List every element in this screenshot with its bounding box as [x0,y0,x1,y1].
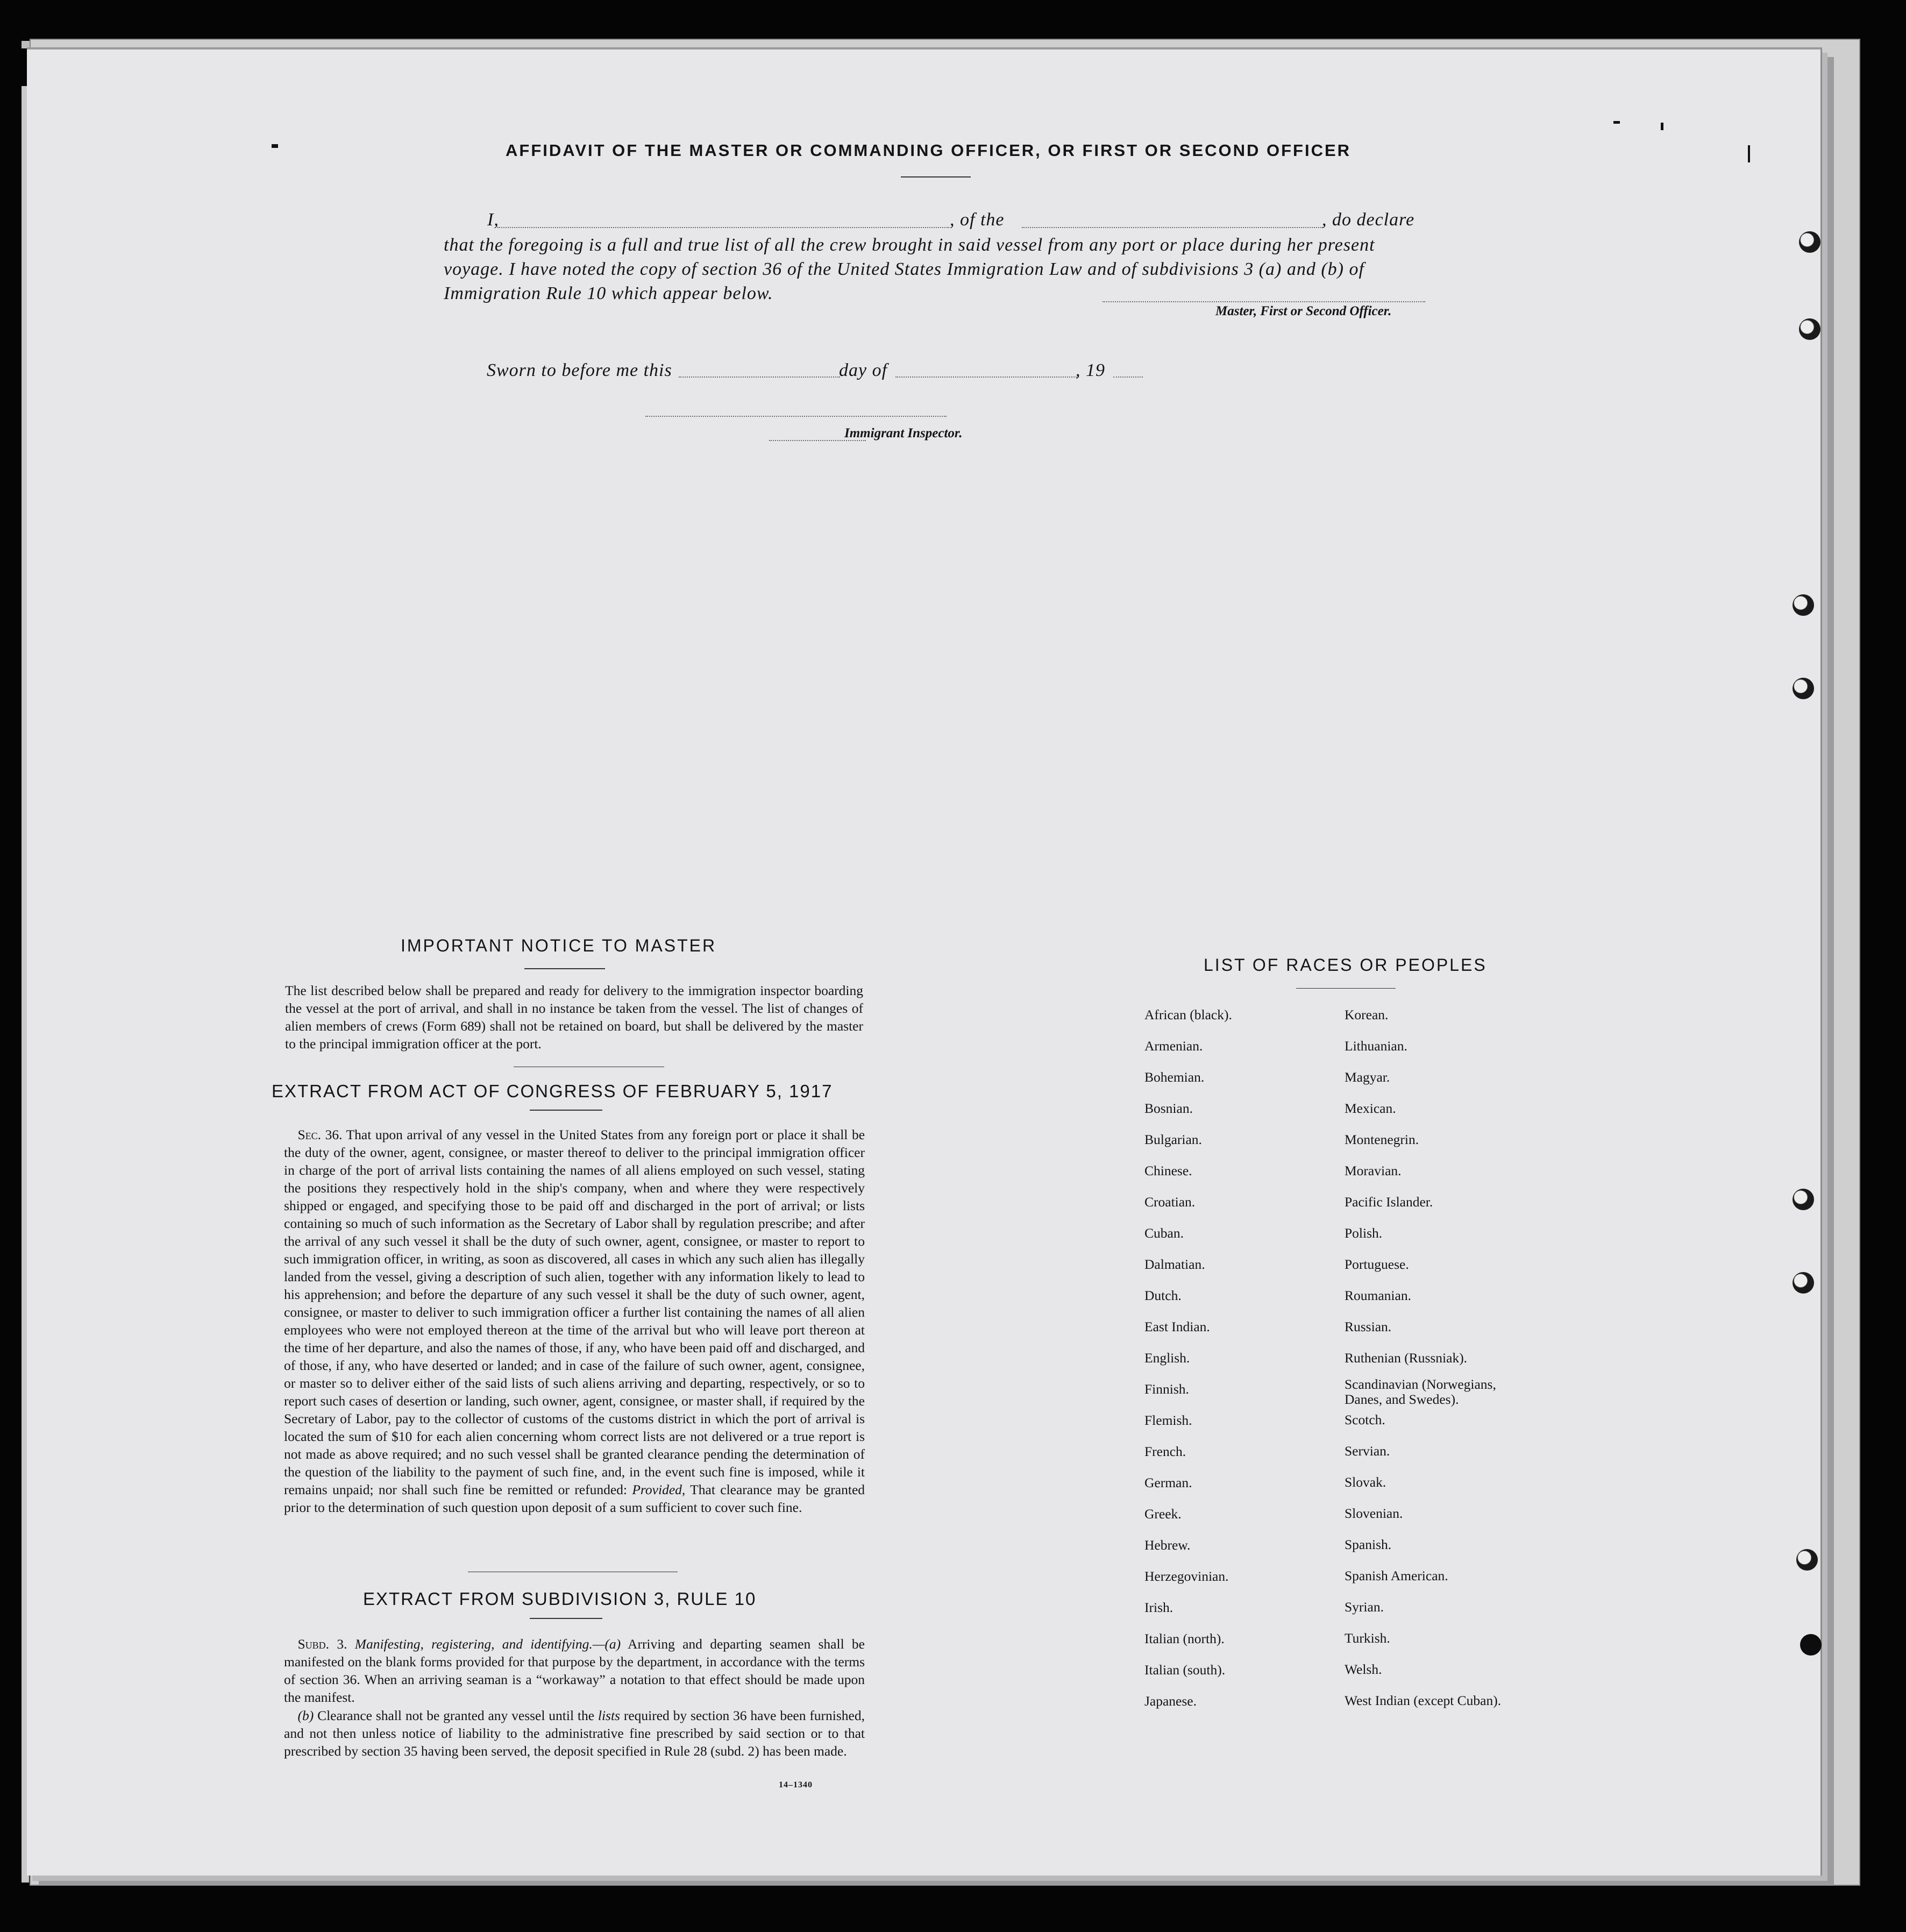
race-item: African (black). [1144,1007,1232,1022]
race-item: Korean. [1345,1007,1389,1022]
race-item: Italian (south). [1144,1662,1226,1678]
notice-underline [524,968,605,969]
inspector-signature-line [645,416,947,417]
race-item: Greek. [1144,1506,1182,1522]
race-item: Chinese. [1144,1163,1192,1178]
race-item: Turkish. [1345,1630,1390,1646]
binder-hole-icon [1800,1634,1822,1656]
race-item: Japanese. [1144,1693,1197,1709]
provided-word: Provided, [632,1482,686,1497]
race-item: English. [1144,1350,1190,1366]
affidavit-declare: , do declare [1322,210,1415,230]
race-item: Finnish. [1144,1381,1189,1397]
race-item: East Indian. [1144,1319,1210,1334]
sec-36-text: 36. That upon arrival of any vessel in the United States from any foreign port or place it shall be the duty of the owner, agent, consignee, or master thereof to deliver to the principal immigration officer in charge of the port of arrival lists containing the names of all aliens employed on such vessel, stating the positions they respectively hold in the ship's company, when and where they were respectively shipped or engaged, and specifying those to be paid off and discharged in the port of arrival; or lists containing so much of such information as the Secretary of Labor shall by regulation prescribe; and after the arrival of any such vessel it shall be the duty of such owner, agent, consignee, or master to report to such immigration officer, in writing, as soon as discovered, all cases in which any such alien has illegally landed from the vessel, giving a description of such alien, together with any information likely to lead to his apprehension; and before the departure of any such vessel it shall be the duty of such owner, agent, consignee, or master to deliver to such immigration officer a further list containing the names of all alien employees who were not employed thereon at the time of the arrival but who will leave port thereon at the time of her departure, and also the names of those, if any, who have been paid off and discharged, and of those, if any, who have deserted or landed; and in case of the failure of such owner, agent, consignee, or master so to deliver either of the said lists of such aliens arriving and departing, respectively, or so to report such cases of desertion or landing, such owner, agent, consignee, or master shall, if required by the Secretary of Labor, pay to the collector of customs of the customs district in which the port of arrival is located the sum of $10 for each alien concerning whom correct lists are not delivered or a true report is not made as above required; and no such vessel shall be granted clearance pending the determination of the question of the liability to the payment of such fine, and, in the event such fine is imposed, while it remains unpaid; nor shall such fine be remitted or refunded: [284,1127,865,1497]
race-item: Scandinavian (Norwegians, Danes, and Swedes). [1345,1376,1496,1407]
notice-title: IMPORTANT NOTICE TO MASTER [401,936,717,955]
subd-a-marker: —(a) [592,1636,621,1652]
binder-hole-icon [1799,318,1820,340]
race-item: Portuguese. [1345,1256,1409,1272]
sworn-year-blank [1113,377,1143,378]
race-item: Dalmatian. [1144,1256,1205,1272]
race-item: Slovak. [1345,1474,1386,1490]
sec-36-end: That clearance may be granted prior to the determination of such question upon deposit of a sum sufficient to cover such fine. [284,1482,865,1515]
race-item: Russian. [1345,1319,1392,1334]
race-item: Armenian. [1144,1038,1203,1054]
inspector-caption: Immigrant Inspector. [844,426,963,441]
binder-hole-icon [1793,678,1814,699]
extract-act-title: EXTRACT FROM ACT OF CONGRESS OF FEBRUARY 5, 1917 [272,1081,833,1101]
subd-heading: Manifesting, registering, and identifying. [354,1636,593,1652]
affidavit-i: I, [487,210,499,230]
extract-act-body [284,1126,865,1516]
subd-b-pre: Clearance shall not be granted any vessel until the [317,1708,595,1723]
race-item: Herzegovinian. [1144,1568,1229,1584]
race-item: Flemish. [1144,1412,1192,1428]
race-item: Syrian. [1345,1599,1384,1615]
form-number: 14–1340 [779,1780,813,1789]
race-item: Dutch. [1144,1288,1182,1303]
race-item: Lithuanian. [1345,1038,1407,1054]
race-item: French. [1144,1444,1186,1459]
subd-b-text: required by section 36 have been furnished, and not then unless notice of liability to the administrative fine prescribed by said section or to that prescribed by section 35 having been served, the deposit specified in Rule 28 (subd. 2) has been made. [284,1708,865,1759]
master-name-blank [497,227,949,228]
affidavit-line-3: voyage. I have noted the copy of section 36 of the United States Immigration Law and of subdivisions 3 (a) and (b) of [444,259,1364,279]
title-underline [901,176,971,177]
affidavit-title: AFFIDAVIT OF THE MASTER OR COMMANDING OFFICER, OR FIRST OR SECOND OFFICER [506,141,1352,160]
sec-label: Sec. [297,1127,322,1142]
sworn-month-blank [895,377,1078,378]
race-item: Croatian. [1144,1194,1196,1210]
officer-signature-line [1103,301,1425,302]
notice-body: The list described below shall be prepared and ready for delivery to the immigration inspector boarding the vessel at the port of arrival, and shall in no instance be taken from the vessel. The list of changes of alien members of crews (Form 689) shall not be retained on board, but shall be delivered by the master to the principal immigration officer at the port. [285,983,863,1052]
vessel-name-blank [1022,227,1323,228]
race-item: Irish. [1144,1600,1174,1615]
race-item: Mexican. [1345,1100,1396,1116]
affidavit-line-4: Immigration Rule 10 which appear below. [444,283,773,303]
race-item: Magyar. [1345,1069,1390,1085]
rule-para-a [284,1635,865,1706]
sworn-prefix: Sworn to before me this [487,360,672,380]
sworn-day-of: day of [839,360,888,380]
affidavit-line-2: that the foregoing is a full and true list of all the crew brought in said vessel from any port or place during her present [444,235,1375,255]
race-item: Ruthenian (Russniak). [1345,1350,1468,1366]
extract-rule-title: EXTRACT FROM SUBDIVISION 3, RULE 10 [363,1589,757,1609]
race-item: Roumanian. [1345,1288,1411,1303]
races-underline [1296,988,1396,989]
race-item: Montenegrin. [1345,1132,1419,1147]
race-item: Slovenian. [1345,1505,1403,1521]
race-item: Bohemian. [1144,1069,1205,1085]
races-title: LIST OF RACES OR PEOPLES [1204,955,1487,975]
race-item: West Indian (except Cuban). [1345,1693,1502,1708]
document-page [27,47,1822,1876]
race-item: Servian. [1345,1443,1390,1459]
subd-b-marker: (b) [297,1708,314,1723]
extract-act-underline [530,1110,602,1111]
binder-hole-icon [1793,1272,1814,1294]
binder-hole-icon [1793,594,1814,616]
rule-para-b [284,1707,865,1760]
race-item: Bulgarian. [1144,1132,1202,1147]
affidavit-of-the: , of the [950,210,1005,230]
race-item: Spanish. [1345,1537,1392,1552]
race-item: German. [1144,1475,1192,1490]
race-item: Welsh. [1345,1661,1382,1677]
race-item: Spanish American. [1345,1568,1448,1583]
binder-hole-icon [1796,1549,1818,1571]
race-item: Pacific Islander. [1345,1194,1433,1210]
subd-b-lists: lists [598,1708,620,1723]
subd-a-text: Arriving and departing seamen shall be manifested on the blank forms provided for that purpose by the department, in accordance with the terms of section 36. When an arriving seaman is a “workaway” a notation to that effect should be made upon the manifest. [284,1636,865,1705]
scan-speck [1613,121,1620,124]
race-item: Italian (north). [1144,1631,1225,1646]
subd-number: 3. [337,1636,347,1652]
binder-hole-icon [1799,231,1820,253]
scan-speck [1748,145,1750,162]
sworn-year: , 19 [1076,360,1105,380]
scan-speck [272,144,278,148]
extract-rule-underline [530,1618,602,1619]
race-item: Cuban. [1144,1225,1184,1241]
race-item: Scotch. [1345,1412,1385,1427]
race-item: Hebrew. [1144,1537,1191,1553]
race-item: Polish. [1345,1225,1383,1241]
race-item: Bosnian. [1144,1100,1193,1116]
subd-label: Subd. [297,1636,330,1652]
race-item: Moravian. [1345,1163,1402,1178]
binder-hole-icon [1793,1189,1814,1210]
scan-speck [1661,123,1663,130]
officer-caption: Master, First or Second Officer. [1215,304,1392,318]
sworn-day-blank [679,377,840,378]
